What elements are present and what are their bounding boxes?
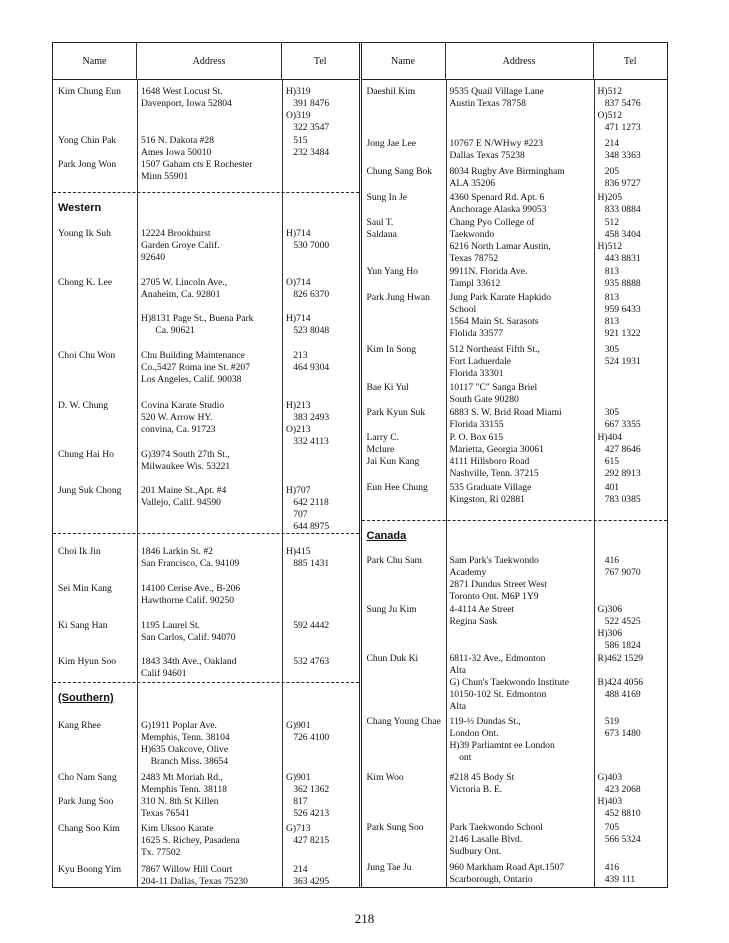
- entry-address: 119-½ Dundas St., London Ont. H)39 Parliamtnt ee London ont: [449, 716, 555, 763]
- header-address: Address: [137, 43, 282, 79]
- entry-tel: 214 363 4295: [293, 864, 330, 887]
- entry-address: 516 N. Dakota #28 Ames Iowa 50010: [141, 135, 215, 158]
- left-header-row: [53, 43, 359, 80]
- entry-address: 1648 West Locust St. Davenport, Iowa 52804: [141, 86, 232, 109]
- entry-name: Kang Rhee: [58, 720, 101, 731]
- entry-name: Park Sung Soo: [366, 822, 424, 833]
- entry-name: Choi Ik Jin: [58, 546, 101, 557]
- page-number: 218: [354, 911, 375, 926]
- entry-name: Park Jung Hwan: [366, 292, 430, 303]
- left-column-block: [53, 43, 362, 887]
- entry-name: Kim In Song: [366, 344, 417, 355]
- entry-tel: H)512 837 5476 O)512 471 1273: [597, 86, 641, 133]
- entry-name: Saul T. Saldana: [366, 217, 397, 240]
- section-divider: [362, 520, 668, 521]
- entry-tel: 705 566 5324: [604, 822, 641, 845]
- entry-name: Sung Ju Kim: [366, 604, 417, 615]
- entry-address: Sam Park's Taekwondo Academy 2871 Dundus Street West Toronto Ont. M6P 1Y9: [449, 555, 547, 602]
- section-divider: [53, 533, 359, 534]
- entry-address: Covina Karate Studio 520 W. Arrow HY. convina, Ca. 91723: [141, 400, 225, 435]
- entry-address: 4360 Spenard Rd. Apt. 6 Anchorage Alaska 99053: [449, 192, 547, 215]
- entry-name: Choi Chu Won: [58, 350, 116, 361]
- entry-tel: 515 232 3484: [293, 135, 330, 158]
- entry-tel: B)424 4056 488 4169: [597, 677, 644, 700]
- entry-address: P. O. Box 615 Marietta, Georgia 30061: [449, 432, 544, 455]
- entry-address: 10767 E N/WHwy #223 Dallas Texas 75238: [449, 138, 544, 161]
- entry-address: 1846 Larkin St. #2 San Francisco, Ca. 94109: [141, 546, 240, 569]
- entry-address: 960 Markham Road Apt.1507 Scarborough, Ontario: [449, 862, 565, 885]
- entry-tel: G)306 522 4525 H)306 586 1824: [597, 604, 641, 651]
- entry-address: 10117 "C" Sanga Briel South Gate 90280: [449, 382, 538, 405]
- header-name: Name: [362, 43, 446, 79]
- entry-name: Chung Hai Ho: [58, 449, 114, 460]
- right-header-row: [362, 43, 668, 80]
- entry-address: 6883 S. W. Brid Road Miami Florida 33155: [449, 407, 562, 430]
- entry-tel: G)901 362 1362: [286, 772, 330, 795]
- entry-tel: H)213 383 2493 O)213 332 4113: [286, 400, 330, 447]
- section-divider: [53, 682, 359, 683]
- entry-name: Chun Duk Ki: [366, 653, 419, 664]
- entry-tel: H)205 833 0884: [597, 192, 641, 215]
- entry-address: 12224 Brookhurst Garden Groye Calif. 92640: [141, 228, 220, 263]
- entry-tel: R)462 1529: [597, 653, 644, 664]
- section-heading: (Southern): [58, 692, 114, 704]
- entry-address: 2483 Mt Moriah Rd., Memphis Tenn. 38118: [141, 772, 227, 795]
- entry-tel: 213 464 9304: [293, 350, 330, 373]
- entry-name: Jung Tae Ju: [366, 862, 412, 873]
- entry-name: Sei Min Kang: [58, 583, 112, 594]
- section-heading: Western: [58, 202, 102, 214]
- entry-address: 9535 Quail Village Lane Austin Texas 78758: [449, 86, 544, 109]
- entry-address: 4111 Hillsboro Road Nashville, Tenn. 37215: [449, 456, 539, 479]
- entry-name: Park Jung Soo: [58, 796, 114, 807]
- entry-address: 9911N. Florida Ave. Tampl 33612: [449, 266, 528, 289]
- entry-tel: H)714 523 8048: [286, 313, 330, 336]
- entry-tel: H)404 427 8646: [597, 432, 641, 455]
- entry-tel: 615 292 8913: [604, 456, 641, 479]
- entry-address: 1507 Gaham cts E Rochester Minn 55901: [141, 159, 253, 182]
- header-tel: Tel: [313, 55, 327, 67]
- entry-address: 14100 Cerise Ave., B-206 Hawthorne Calif. 90250: [141, 583, 241, 606]
- entry-address: Chu Building Maintenance Co.,5427 Roma ine St. #207 Los Angeles, Calif. 90038: [141, 350, 250, 385]
- entry-tel: G)403 423 2068 H)403 452 8810: [597, 772, 641, 819]
- entry-tel: 214 348 3363: [604, 138, 641, 161]
- entry-name: Kyu Boong Yim: [58, 864, 122, 875]
- header-tel: Tel: [623, 55, 637, 67]
- entry-name: Larry C. Mclure: [366, 432, 400, 455]
- header-name: Name: [53, 43, 137, 79]
- header-address: Address: [446, 43, 594, 79]
- entry-address: Kim Uksoo Karate 1625 S. Richey, Pasadena Tx. 77502: [141, 823, 240, 858]
- entry-tel: 817 526 4213: [293, 796, 330, 819]
- entry-tel: 305 667 3355: [604, 407, 641, 430]
- entry-name: Yong Chin Pak: [58, 135, 117, 146]
- entry-tel: 813 959 6433 813 921 1322: [604, 292, 641, 339]
- entry-tel: H)714 530 7000: [286, 228, 330, 251]
- entry-address: G) Chun's Taekwondo Institute 10150-102 St. Edmonton Alta: [449, 677, 569, 712]
- entry-tel: 205 836 9727: [604, 166, 641, 189]
- entry-address: Park Taekwondo School 2146 Lasalle Blvd. Sudbury Ont.: [449, 822, 543, 857]
- entry-name: Kim Woo: [366, 772, 404, 783]
- entry-name: Eun Hee Chung: [366, 482, 428, 493]
- entry-address: 7867 Willow Hill Court 204-11 Dallas, Texas 75230: [141, 864, 248, 887]
- entry-name: Sung In Je: [366, 192, 408, 203]
- entry-name: Cho Nam Sang: [58, 772, 117, 783]
- entry-tel: O)714 826 6370: [286, 277, 330, 300]
- right-column-block: [362, 43, 668, 887]
- entry-tel: 305 524 1931: [604, 344, 641, 367]
- entry-tel: H)707 642 2118 707 644 8975: [286, 485, 330, 532]
- entry-name: Young Ik Suh: [58, 228, 111, 239]
- entry-address: H)8131 Page St., Buena Park Ca. 90621: [141, 313, 254, 336]
- entry-tel: 512 458 3404 H)512 443 8831: [597, 217, 641, 264]
- entry-name: Jung Suk Chong: [58, 485, 122, 496]
- entry-address: 1195 Laurel St. San Carlos, Calif. 94070: [141, 620, 236, 643]
- entry-name: Park Chu Sam: [366, 555, 422, 566]
- entry-address: G)3974 South 27th St., Milwaukee Wis. 53221: [141, 449, 231, 472]
- entry-address: 310 N. 8th St Killen Texas 76541: [141, 796, 219, 819]
- entry-address: 2705 W. Lincoln Ave., Anaheim, Ca. 92801: [141, 277, 228, 300]
- entry-address: Jung Park Karate Hapkido School 1564 Main St. Sarasots Flolida 33577: [449, 292, 552, 339]
- entry-name: Jai Kun Kang: [366, 456, 420, 467]
- section-divider: [53, 192, 359, 193]
- entry-tel: 401 783 0385: [604, 482, 641, 505]
- entry-name: Yun Yang Ho: [366, 266, 418, 277]
- entry-name: Daeshil Kim: [366, 86, 416, 97]
- entry-tel: 519 673 1480: [604, 716, 641, 739]
- entry-address: #218 45 Body St Victoria B. E.: [449, 772, 515, 795]
- entry-address: 8034 Rugby Ave Birmingham ALA 35206: [449, 166, 565, 189]
- entry-name: Chung Sang Bok: [366, 166, 433, 177]
- entry-name: Kim Hyun Soo: [58, 656, 117, 667]
- entry-tel: H)319 391 8476 O)319 322 3547: [286, 86, 330, 133]
- entry-tel: G)713 427 8215: [286, 823, 330, 846]
- entry-tel: 592 4442: [286, 620, 330, 631]
- entry-address: 512 Northeast Fifth St., Fort Laduerdale Florida 33301: [449, 344, 540, 379]
- entry-address: Chang Pyo College of Taekwondo 6216 North Lamar Austin, Texas 78752: [449, 217, 551, 264]
- entry-tel: G)901 726 4100: [286, 720, 330, 743]
- left-entries: [53, 80, 359, 888]
- directory-table: [52, 42, 668, 888]
- entry-address: G)1911 Poplar Ave. Memphis, Tenn. 38104 H)635 Oakcove, Olive Branch Miss. 38654: [141, 720, 230, 767]
- entry-name: D. W. Chung: [58, 400, 109, 411]
- section-heading: Canada: [366, 530, 407, 542]
- entry-name: Chang Young Chae: [366, 716, 441, 727]
- entry-tel: 416 439 111: [604, 862, 636, 885]
- entry-tel: H)415 885 1431: [286, 546, 330, 569]
- right-entries: [362, 80, 668, 888]
- entry-name: Ki Sang Han: [58, 620, 108, 631]
- entry-name: Chang Soo Kim: [58, 823, 120, 834]
- entry-tel: 813 935 8888: [604, 266, 641, 289]
- entry-name: Chong K. Lee: [58, 277, 113, 288]
- entry-name: Park Kyun Suk: [366, 407, 426, 418]
- entry-address: 535 Graduate Village Kingston, Ri 02881: [449, 482, 532, 505]
- entry-address: 201 Maine St.,Apt. #4 Vallejo, Calif. 94590: [141, 485, 227, 508]
- entry-name: Kim Chung Eun: [58, 86, 121, 97]
- entry-tel: 416 767 9070: [604, 555, 641, 578]
- entry-address: 1843 34th Ave., Oakland Calif 94601: [141, 656, 237, 679]
- entry-address: 4-4114 Ae Street Regina Sask: [449, 604, 515, 627]
- entry-name: Bae Ki Yul: [366, 382, 409, 393]
- entry-name: Park Jong Won: [58, 159, 117, 170]
- entry-name: Jong Jae Lee: [366, 138, 417, 149]
- entry-tel: 532 4763: [286, 656, 330, 667]
- entry-address: 6811-32 Ave., Edmonton Alta: [449, 653, 546, 676]
